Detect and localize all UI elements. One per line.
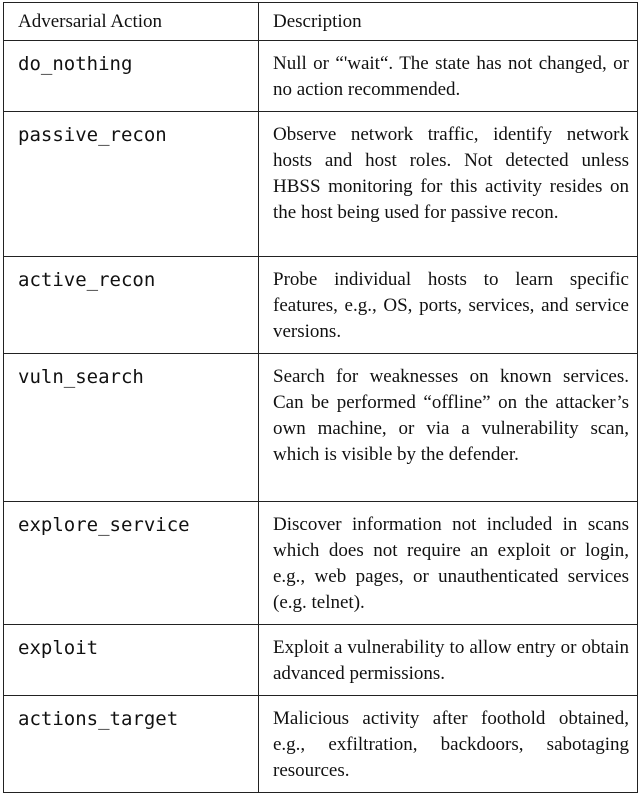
action-description: Exploit a vulnerability to allow entry or obtain advanced permissions. [259,625,638,696]
table-row [4,625,638,696]
table-row [4,112,638,257]
action-name: explore_service [4,502,259,625]
action-name: active_recon [4,257,259,354]
table-row [4,696,638,793]
action-name: vuln_search [4,354,259,502]
action-description: Search for weaknesses on known services. Can be performed “offline” on the attacker’s own machine, or via a vulnerability scan, which is visible by the defender. [259,354,638,502]
action-name: actions_target [4,696,259,793]
table-row [4,502,638,625]
action-name: do_nothing [4,41,259,112]
table-row [4,354,638,502]
action-description: Observe network traffic, identify network hosts and host roles. Not detected unless HBSS monitoring for this activity resides on the host being used for passive recon. [259,112,638,257]
table-header-row [4,3,638,41]
action-name: passive_recon [4,112,259,257]
adversarial-actions-table [3,2,638,793]
header-adversarial-action: Adversarial Action [4,3,259,41]
action-name: exploit [4,625,259,696]
action-description: Probe individual hosts to learn specific features, e.g., OS, ports, services, and service versions. [259,257,638,354]
action-description: Discover information not included in scans which does not require an exploit or login, e.g., web pages, or unauthenticated services (e.g. telnet). [259,502,638,625]
header-description: Description [259,3,638,41]
action-description: Null or “'wait“. The state has not changed, or no action recommended. [259,41,638,112]
table-row [4,41,638,112]
action-description: Malicious activity after foothold obtained, e.g., exfiltration, backdoors, sabotaging resources. [259,696,638,793]
table-row [4,257,638,354]
